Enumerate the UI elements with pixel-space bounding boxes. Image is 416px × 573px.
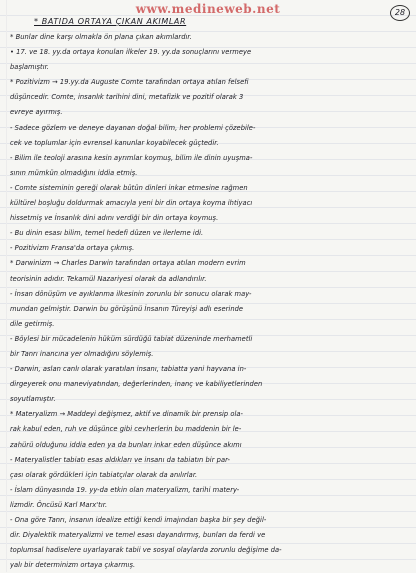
note-line: • 17. ve 18. yy.da ortaya konulan ilkeler 19. yy.da sonuçlarını vermeye [10,48,252,57]
note-line: - Materyalistler tabiatı esas aldıkları ve insanı da tabiatın bir par- [10,455,231,464]
note-line: başlamıştır. [10,63,49,72]
note-line: cek ve toplumlar için evrensel kanunlar koyabilecek güçtedir. [10,138,219,147]
page-heading [34,17,186,26]
heading-text: * BATIDA ORTAYA ÇIKAN AKIMLAR [34,17,187,26]
note-line: dile getirmiş. [10,319,55,328]
note-line: * Pozitivizm → 19.yy.da Auguste Comte tarafından ortaya atılan felsefi [10,78,249,87]
note-line: bir Tanrı inancına yer olmadığını söylemiş. [10,349,154,358]
note-line: * Bunlar dine karşı olmakla ön plana çıkan akımlardır. [10,33,192,41]
note-line: zahürü olduğunu iddia eden ya da bunları inkar eden düşünce akımı [10,440,242,449]
note-line: evreye ayırmış. [10,108,63,117]
note-line: çası olarak gördükleri için tabiatçılar olarak da anılırlar. [10,470,198,479]
note-line: * Materyalizm → Maddeyi değişmez, aktif ve dinamik bir prensip ola- [10,410,244,419]
note-line: - İslam dünyasında 19. yy-da etkin olan materyalizm, tarihi matery- [10,485,240,494]
note-line: - Böylesi bir mücadelenin hüküm sürdüğü tabiat düzeninde merhametli [10,334,253,343]
note-line: - Ona göre Tanrı, insanın idealize ettiği kendi imajından başka bir şey değil- [10,516,267,524]
note-line: - Comte sisteminin gereği olarak bütün dinleri inkar etmesine rağmen [10,183,248,192]
note-line: mundan gelmiştir. Darwin bu görüşünü İnsanın Türeyişi adlı eserinde [10,304,244,313]
notes-body [10,30,406,573]
note-line: düşüncedir. Comte, insanlık tarihini dini, metafizik ve pozitif olarak 3 [10,93,244,102]
note-line: kültürel boşluğu doldurmak amacıyla yeni bir din ortaya koyma ihtiyacı [10,199,253,208]
note-line: - İnsan dönüşüm ve ayıklanma ilkesinin zorunlu bir sonucu olarak may- [10,289,252,298]
note-line: dir. Diyalektik materyalizmi ve temel esası dayandırmış, bunları da ferdi ve [10,531,266,540]
note-line: soyutlamıştır. [10,395,56,404]
note-line: hissetmiş ve İnsanlık dini adını verdiği bir din ortaya koymuş. [10,214,219,223]
margin-line [6,0,7,572]
note-line: - Sadece gözlem ve deneye dayanan doğal bilim, her problemi çözebile- [10,123,256,132]
note-line: - Darwin, aslan canlı olarak yaratılan insanı, tabiatta yani hayvana in- [10,365,247,374]
note-line: teorisinin adıdır. Tekamül Nazariyesi olarak da adlandırılır. [10,274,207,283]
note-line: - Bilim ile teoloji arasına kesin ayrımlar koymuş, bilim ile dinin uyuşma- [10,153,253,162]
note-line: lizmdir. Öncüsü Karl Marx'tır. [10,500,108,509]
note-line: - Bu dinin esası bilim, temel hedefi düzen ve ilerleme idi. [10,229,204,238]
note-line: toplumsal hadiselere uyarlayarak tabii ve sosyal olaylarda zorunlu değişime da- [10,546,282,555]
note-line: sının mümkün olmadığını iddia etmiş. [10,168,138,177]
page-number: 28 [390,5,410,21]
watermark: www.medineweb.net [135,2,281,16]
note-line: dirgeyerek onu maneviyatından, değerlerinden, inanç ve kabiliyetlerinden [10,380,263,389]
note-line: - Pozitivizm Fransa'da ortaya çıkmış. [10,244,135,253]
note-line: rak kabul eden, ruh ve düşünce gibi cevherlerin bu maddenin bir le- [10,425,242,434]
note-line: yalı bir determinizm ortaya çıkarmış. [10,561,136,570]
note-line: * Darwinizm → Charles Darwin tarafından ortaya atılan modern evrim [10,259,246,268]
